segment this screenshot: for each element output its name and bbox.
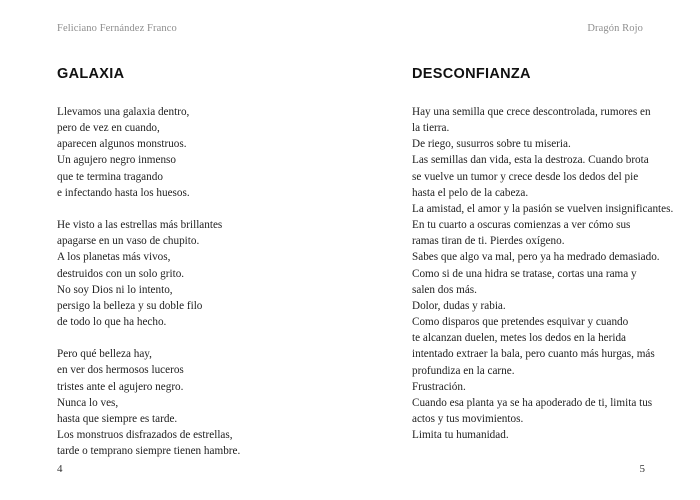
right-page [350, 0, 700, 500]
poem-line: hasta que siempre es tarde. [57, 412, 178, 425]
poem-title-desconfianza: DESCONFIANZA [412, 66, 531, 82]
poem-line: Los monstruos disfrazados de estrellas, [57, 429, 233, 442]
poem-line: Las semillas dan vida, esta la destroza. Cuando brota [412, 154, 649, 167]
poem-line: de todo lo que ha hecho. [57, 316, 167, 329]
poem-line: A los planetas más vivos, [57, 251, 171, 264]
poem-line: Cuando esa planta ya se ha apoderado de ti, limita tus [412, 396, 653, 409]
stanza [412, 104, 674, 443]
poem-line: profundiza en la carne. [412, 364, 515, 377]
poem-line: Nunca lo ves, [57, 396, 119, 409]
poem-line: Limita tu humanidad. [412, 429, 509, 442]
poem-line: Llevamos una galaxia dentro, [57, 106, 190, 118]
poem-body-desconfianza [412, 104, 674, 443]
poem-line: te alcanzan duelen, metes los dedos en la herida [412, 332, 627, 345]
poem-line: pero de vez en cuando, [57, 122, 160, 135]
stanza [57, 217, 317, 330]
poem-line: De riego, susurros sobre tu miseria. [412, 138, 571, 151]
poem-line: intentado extraer la bala, pero cuanto más hurgas, más [412, 348, 655, 361]
page-number-right: 5 [639, 463, 645, 475]
page-number-left: 4 [57, 463, 63, 475]
poem-line: salen dos más. [412, 283, 477, 296]
poem-line: No soy Dios ni lo intento, [57, 283, 173, 296]
poem-line: que te termina tragando [57, 170, 163, 183]
poem-line: actos y tus movimientos. [412, 412, 524, 425]
poem-line: En tu cuarto a oscuras comienzas a ver cómo sus [412, 219, 631, 232]
stanza [57, 346, 317, 459]
poem-line: Pero qué belleza hay, [57, 348, 152, 361]
poem-line: Dolor, dudas y rabia. [412, 299, 506, 312]
poem-line: la tierra. [412, 122, 450, 135]
poem-line: Frustración. [412, 380, 466, 393]
poem-body-galaxia [57, 104, 317, 459]
poem-line: Un agujero negro inmenso [57, 154, 176, 167]
poem-line: apagarse en un vaso de chupito. [57, 235, 200, 248]
poem-line: tristes ante el agujero negro. [57, 380, 184, 393]
running-head-book-title: Dragón Rojo [587, 23, 643, 34]
poem-line: Sabes que algo va mal, pero ya ha medrado demasiado. [412, 251, 660, 264]
stanza [57, 104, 317, 201]
poem-line: Como disparos que pretendes esquivar y cuando [412, 316, 629, 329]
poem-line: aparecen algunos monstruos. [57, 138, 187, 151]
running-head-author: Feliciano Fernández Franco [57, 23, 177, 34]
poem-line: e infectando hasta los huesos. [57, 186, 190, 199]
poem-line: ramas tiran de ti. Pierdes oxígeno. [412, 235, 565, 248]
poem-line: La amistad, el amor y la pasión se vuelven insignificantes. [412, 202, 674, 215]
poem-line: Hay una semilla que crece descontrolada, rumores en [412, 106, 651, 118]
poem-line: Como si de una hidra se tratase, cortas una rama y [412, 267, 637, 280]
poem-line: persigo la belleza y su doble filo [57, 299, 203, 312]
poem-line: en ver dos hermosos luceros [57, 364, 184, 377]
poem-line: destruidos con un solo grito. [57, 267, 185, 280]
poem-line: tarde o temprano siempre tienen hambre. [57, 445, 241, 458]
poem-line: hasta el pelo de la cabeza. [412, 186, 529, 199]
poem-line: se vuelve un tumor y crece desde los dedos del pie [412, 170, 639, 183]
poem-title-galaxia: GALAXIA [57, 66, 125, 82]
poem-line: He visto a las estrellas más brillantes [57, 219, 223, 232]
